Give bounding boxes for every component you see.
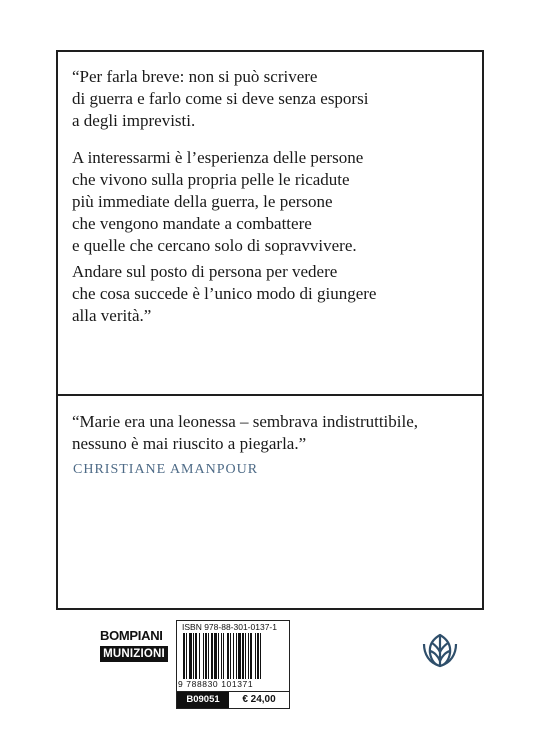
barcode-digits: 9 788830 101371 (178, 679, 254, 689)
quote-line: che cosa succede è l’unico modo di giungere (72, 284, 377, 303)
price: € 24,00 (242, 694, 276, 705)
endorsement-attribution: CHRISTIANE AMANPOUR (73, 462, 259, 477)
series-name: MUNIZIONI (100, 646, 168, 662)
quote-line: di guerra e farlo come si deve senza esporsi (72, 89, 369, 108)
barcode (183, 633, 285, 679)
endorsement-quote (72, 411, 418, 455)
publisher-logo (100, 628, 168, 662)
quote-line: nessuno è mai riuscito a piegarla.” (72, 434, 307, 453)
quote-line: “Per farla breve: non si può scrivere (72, 67, 318, 86)
quote-paragraph-2 (72, 147, 363, 257)
quote-line: “Marie era una leonessa – sembrava indistruttibile, (72, 412, 419, 431)
quote-line: e quelle che cercano solo di sopravvivere. (72, 236, 357, 255)
publisher-name: BOMPIANI (100, 628, 163, 643)
product-code: B09051 (177, 692, 229, 708)
isbn-label: ISBN 978-88-301-0137-1 (182, 622, 277, 632)
barcode-block (176, 620, 290, 692)
quote-paragraph-1 (72, 66, 368, 132)
quote-line: che vivono sulla propria pelle le ricadute (72, 170, 350, 189)
quote-line: alla verità.” (72, 306, 152, 325)
quote-line: a degli imprevisti. (72, 111, 196, 130)
tulip-emblem-icon (420, 630, 460, 670)
quote-paragraph-3 (72, 261, 376, 327)
price-box (176, 691, 290, 709)
quote-line: A interessarmi è l’esperienza delle persone (72, 148, 364, 167)
quote-line: Andare sul posto di persona per vedere (72, 262, 338, 281)
quote-line: più immediate della guerra, le persone (72, 192, 333, 211)
quote-line: che vengono mandate a combattere (72, 214, 312, 233)
